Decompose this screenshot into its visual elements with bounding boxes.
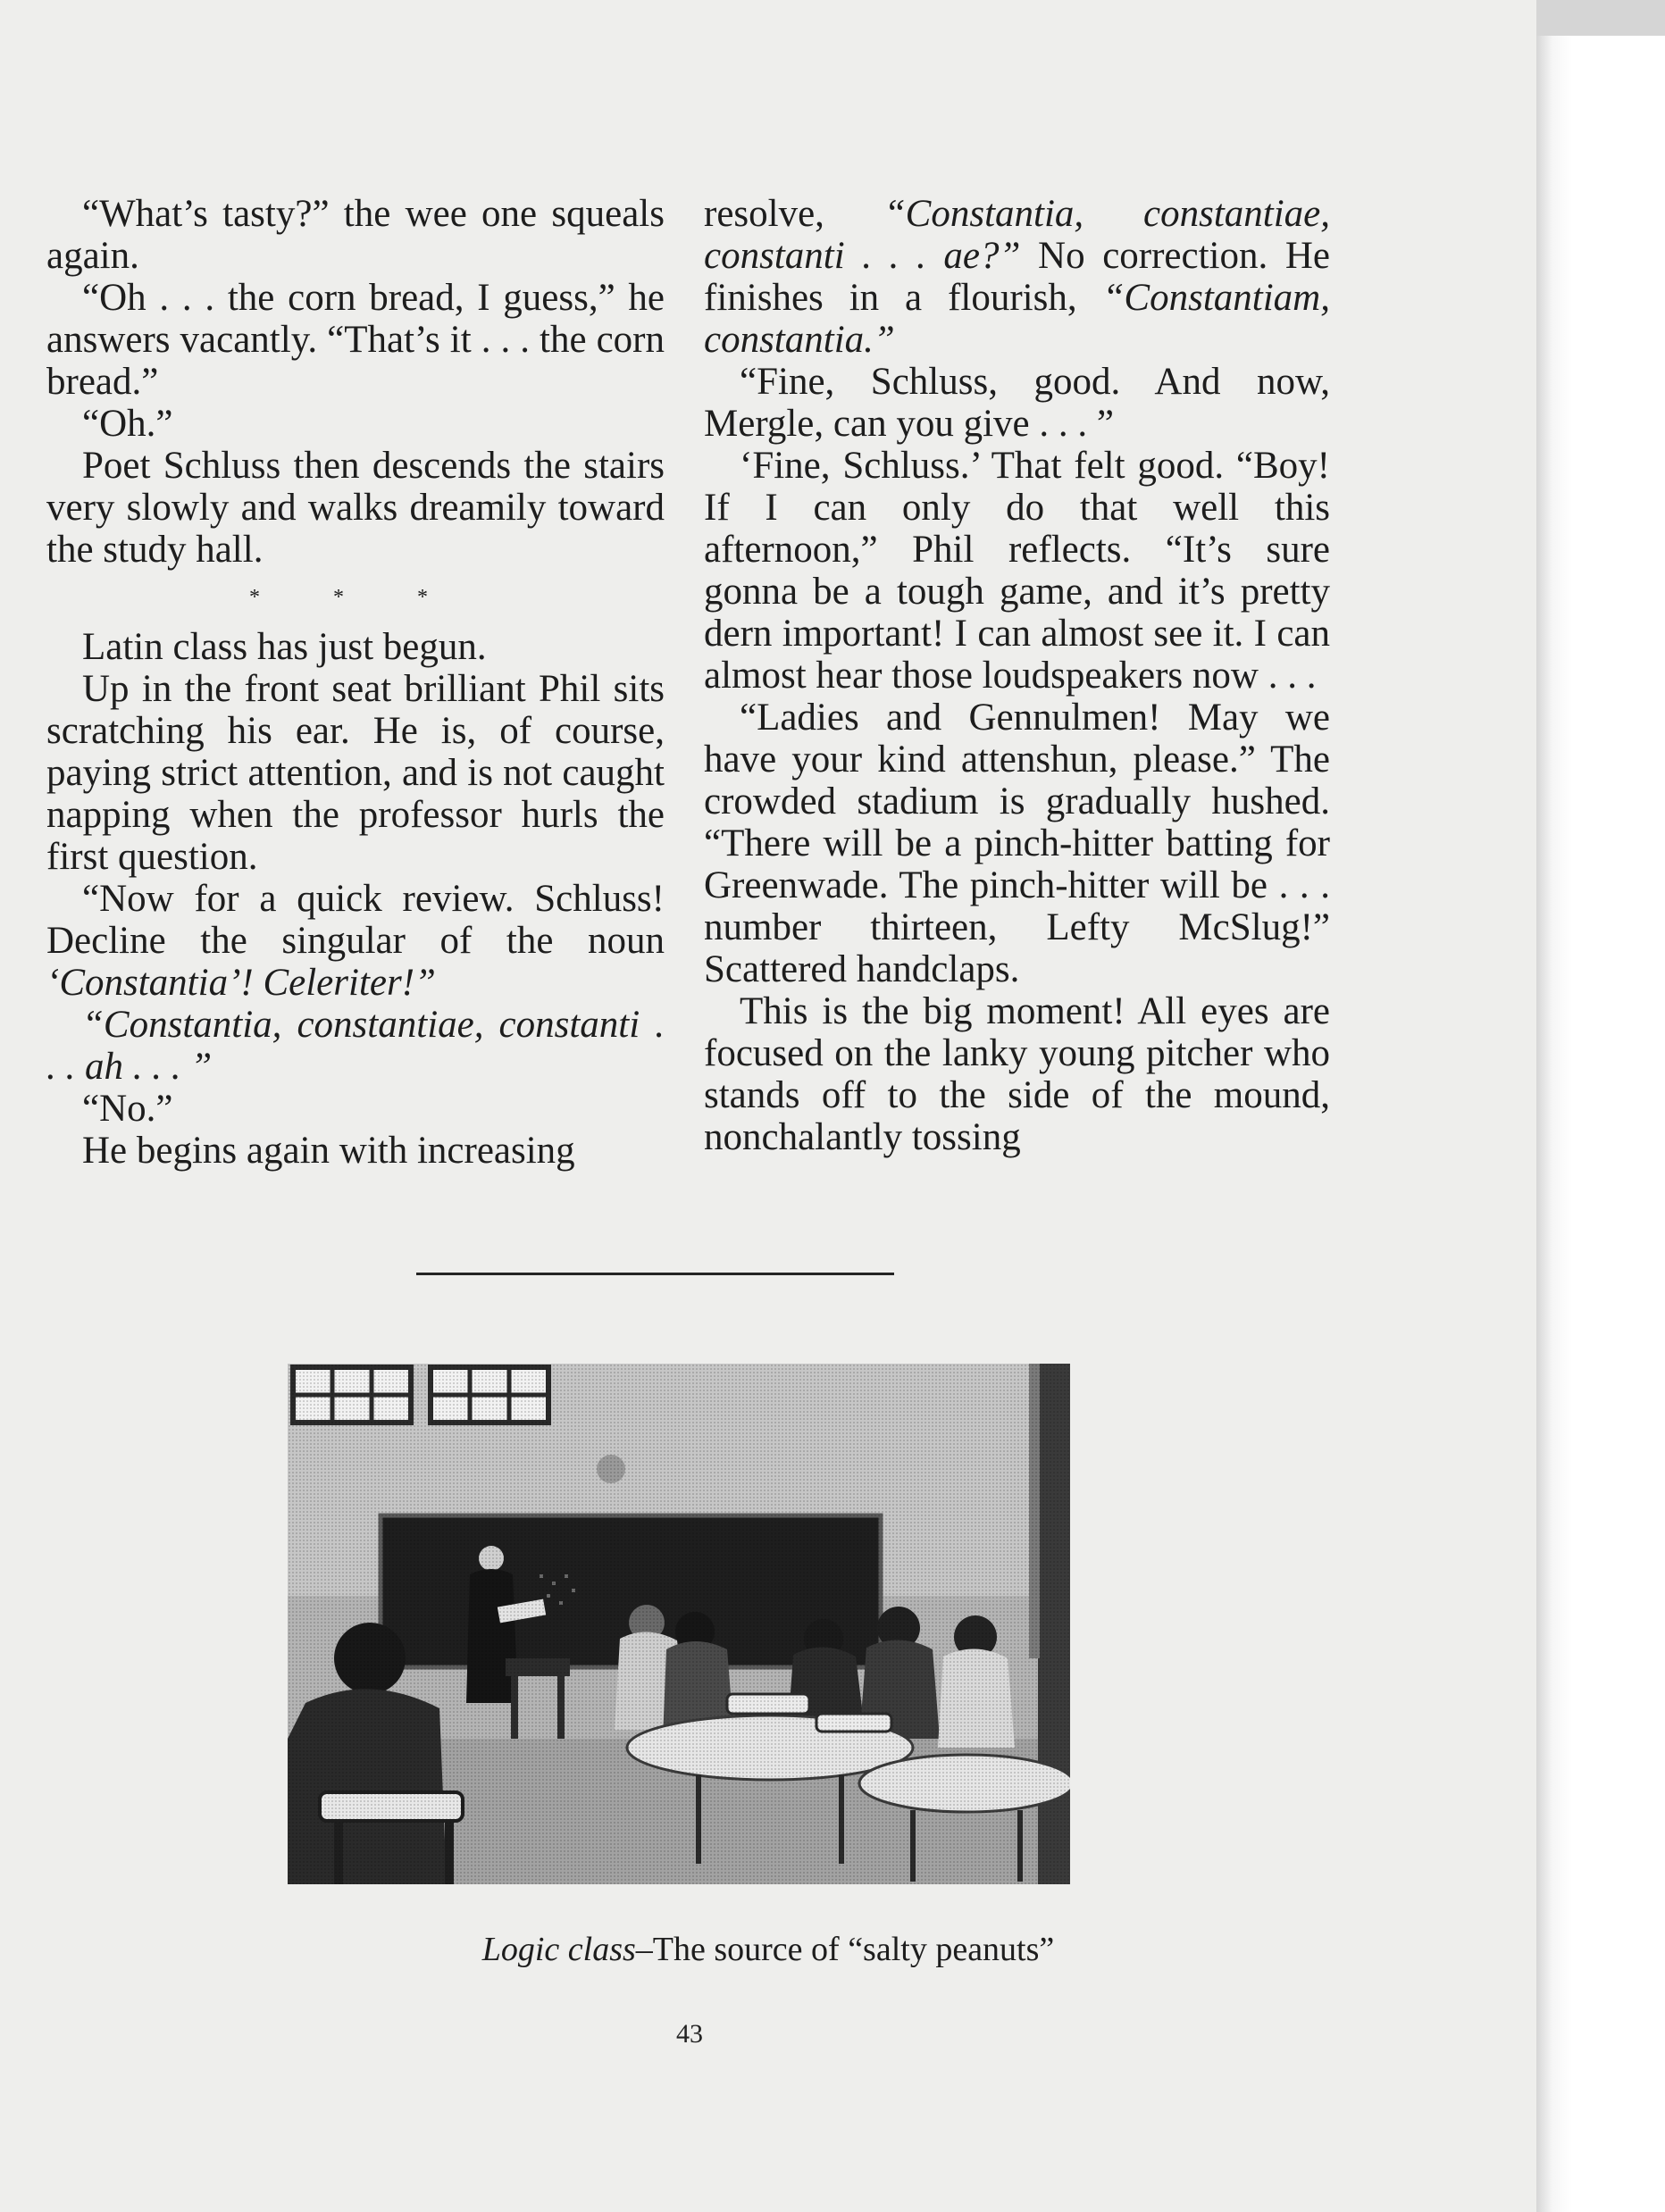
latin-phrase: “Constantia, constantiae, constanti . . . ah . . . ” [46,1004,665,1088]
paragraph-text: No correction. He finishes in a flourish, [704,235,1330,319]
paragraph: “Oh . . . the corn bread, I guess,” he answers vacantly. “That’s it . . . the corn bread.” [46,277,665,403]
horizontal-rule [416,1273,894,1275]
latin-phrase: “Constantiam, constantia.” [704,277,1330,361]
right-text-column [704,193,1330,1158]
paragraph [46,878,665,1004]
left-text-column [46,193,665,1172]
paragraph: ‘Fine, Schluss.’ That felt good. “Boy! If I can only do that well this afternoon,” Phil reflects. “It’s sure gonna be a tough game, and it’s pretty dern important! I can almost see it. I can almost hear those loudspeakers now . . . [704,445,1330,697]
latin-phrase: “Constantia, constantiae, constanti . . . ae?” [704,193,1330,277]
paragraph: “No.” [82,1088,173,1130]
paragraph [46,1004,665,1088]
page-number: 43 [676,2019,703,2049]
caption-italic: Logic class [481,1931,636,1968]
latin-phrase: ‘Constantia’! Celeriter!” [46,962,436,1004]
paragraph: “Ladies and Gennulmen! May we have your kind attenshun, please.” The crowded stadium is gradually hushed. “There will be a pinch-hitter batting for Greenwade. The pinch-hitter will be . . . number thirteen, Lefty McSlug!” Scattered handclaps. [704,697,1330,990]
binding-edge [1536,0,1665,36]
paragraph: “What’s tasty?” the wee one squeals again. [46,193,665,277]
page-edge [1536,0,1665,2212]
photo-caption [0,1930,1536,1969]
paragraph: This is the big moment! All eyes are focused on the lanky young pitcher who stands off to the side of the mound, nonchalantly tossing [704,990,1330,1158]
classroom-photo [288,1364,1070,1884]
paragraph: “Oh.” [82,403,173,445]
paragraph [704,193,1330,361]
caption-text: –The source of “salty peanuts” [635,1931,1055,1968]
paragraph: He begins again with increasing [82,1130,575,1172]
section-separator: * * * [249,586,462,609]
paragraph-text: “Now for a quick review. Schluss! Decline the singular of the noun [46,878,665,962]
paragraph: Poet Schluss then descends the stairs very slowly and walks dreamily toward the study hall. [46,445,665,571]
paragraph: Latin class has just begun. [82,626,487,668]
paragraph-text: resolve, [704,193,884,235]
paragraph: Up in the front seat brilliant Phil sits scratching his ear. He is, of course, paying strict attention, and is not caught napping when the professor hurls the first question. [46,668,665,878]
paragraph: “Fine, Schluss, good. And now, Mergle, can you give . . . ” [704,361,1330,445]
